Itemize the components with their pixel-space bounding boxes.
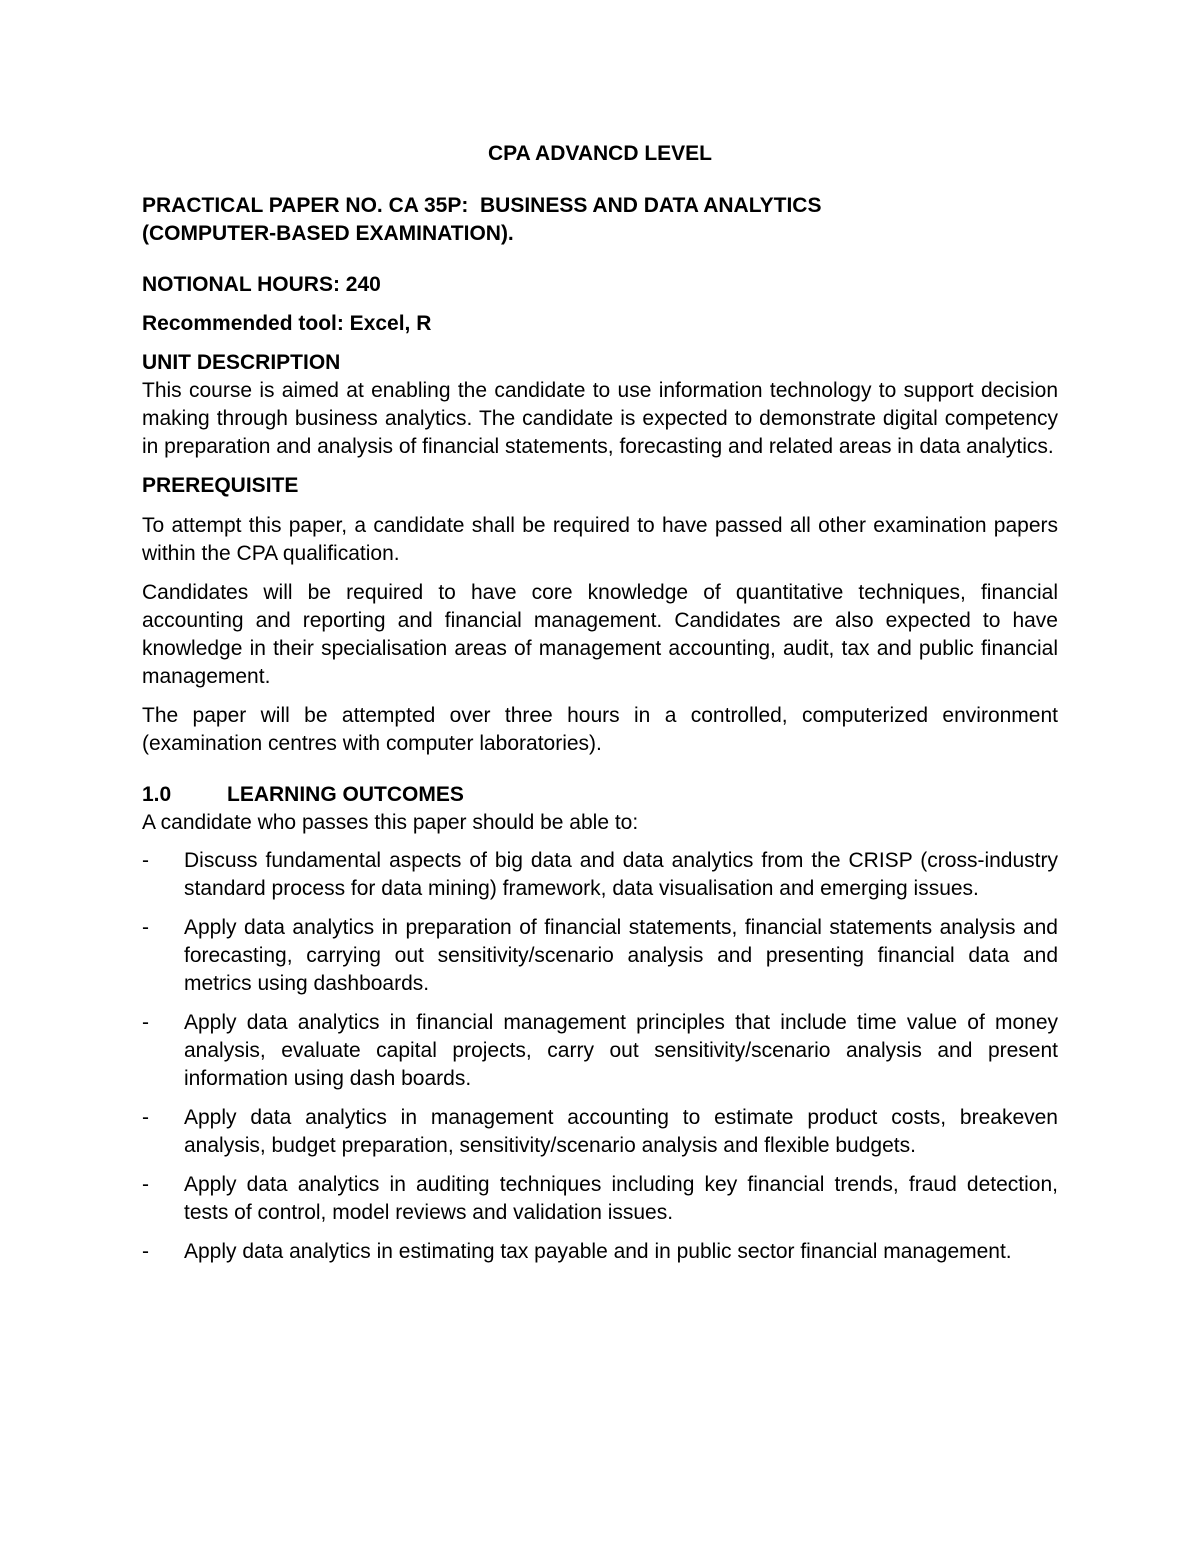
prerequisite-heading: PREREQUISITE [142, 474, 299, 497]
notional-hours: NOTIONAL HOURS: 240 [142, 273, 381, 296]
unit-description-text: This course is aimed at enabling the candidate to use information technology to support decision making through business analytics. The candidate is expected to demonstrate digital competency in preparation and analysis of financial statements, forecasting and related areas in data analytics. [142, 379, 1058, 458]
list-item-text: Discuss fundamental aspects of big data and data analytics from the CRISP (cross-industry standard process for data mining) framework, data visualisation and emerging issues. [184, 849, 1058, 900]
prerequisite-paragraph-3: The paper will be attempted over three hours in a controlled, computerized environment (examination centres with computer laboratories). [142, 704, 1058, 755]
bullet-dash: - [142, 1106, 149, 1129]
list-item [142, 914, 1058, 998]
section-number: 1.0 [142, 783, 172, 806]
list-item [142, 1171, 1058, 1227]
paper-heading-line-2: (COMPUTER-BASED EXAMINATION). [142, 222, 514, 245]
learning-outcomes-heading [142, 781, 1058, 809]
list-item [142, 1009, 1058, 1093]
bullet-dash: - [142, 849, 149, 872]
bullet-dash: - [142, 916, 149, 939]
list-item-text: Apply data analytics in estimating tax payable and in public sector financial management. [184, 1240, 1012, 1263]
list-item [142, 1238, 1058, 1266]
bullet-dash: - [142, 1173, 149, 1196]
recommended-tool: Recommended tool: Excel, R [142, 312, 432, 335]
bullet-dash: - [142, 1240, 149, 1263]
list-item [142, 847, 1058, 903]
paper-heading [142, 192, 1058, 248]
learning-outcomes-list [142, 847, 1058, 1266]
document-title: CPA ADVANCD LEVEL [487, 142, 712, 165]
list-item [142, 1104, 1058, 1160]
bullet-dash: - [142, 1011, 149, 1034]
learning-outcomes-intro: A candidate who passes this paper should be able to: [142, 811, 639, 834]
prerequisite-paragraph-2: Candidates will be required to have core knowledge of quantitative techniques, financial accounting and reporting and financial management. Candidates are also expected to have knowledge in their specialisation areas of management accounting, audit, tax and public financial management. [142, 581, 1058, 688]
paper-heading-line-1: PRACTICAL PAPER NO. CA 35P: BUSINESS AND DATA ANALYTICS [142, 194, 822, 217]
list-item-text: Apply data analytics in management accounting to estimate product costs, breakeven analysis, budget preparation, sensitivity/scenario analysis and flexible budgets. [184, 1106, 1058, 1157]
document-page [142, 140, 1058, 1277]
list-item-text: Apply data analytics in auditing techniques including key financial trends, fraud detection, tests of control, model reviews and validation issues. [184, 1173, 1058, 1224]
section-title: LEARNING OUTCOMES [227, 783, 464, 806]
list-item-text: Apply data analytics in financial management principles that include time value of money analysis, evaluate capital projects, carry out sensitivity/scenario analysis and present information using dash boards. [184, 1011, 1058, 1090]
prerequisite-paragraph-1: To attempt this paper, a candidate shall be required to have passed all other examination papers within the CPA qualification. [142, 514, 1058, 565]
list-item-text: Apply data analytics in preparation of financial statements, financial statements analysis and forecasting, carrying out sensitivity/scenario analysis and presenting financial data and metrics using dashboards. [184, 916, 1058, 995]
unit-description-heading: UNIT DESCRIPTION [142, 351, 341, 374]
